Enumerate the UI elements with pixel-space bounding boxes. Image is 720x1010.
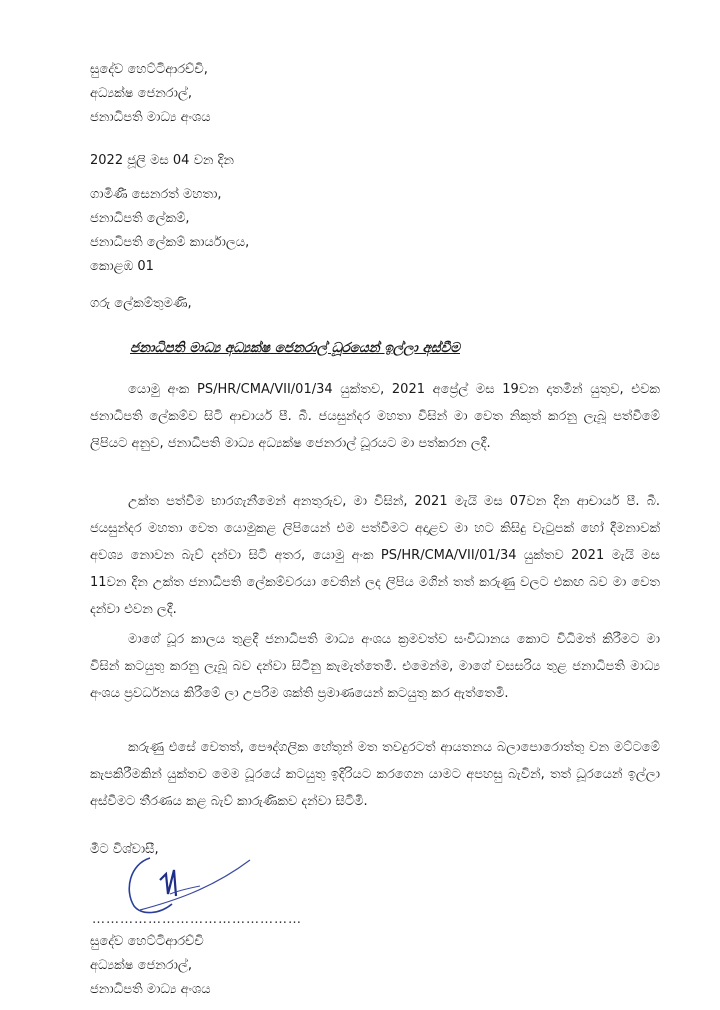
salutation: ගරු ලේකම්තුමණි, — [90, 296, 192, 311]
paragraph-3-text: මාගේ ධූර කාලය තුළදී ජනාධිපති මාධ්‍ය අංශය ක්‍රමවත්ව සංවිධානය කොට විධිමත් කිරීමට මා විසින් කටයුතු කරනු ලැබූ බව දන්වා සිටිනු කැමැත්තෙමි. එමෙන්ම, මාගේ වසසරිය තුළ ජනාධිපති මාධ්‍ය අංශය ප්‍රවර්ධනය කිරීමේ ලා උපරිම ශක්ති ප්‍රමාණයෙන් කටයුතු කර ඇත්තෙමි. — [90, 632, 660, 701]
paragraph-4-text: කරුණු එසේ වෙතත්, පෞද්ගලික හේතූන් මත තවදුරටත් ආයතනය බලාපොරොත්තු වන මට්ටමේ කැපකිරීමකින් යුක්තව මෙම ධූරයේ කටයුතු ඉදිරියට කරගෙන යාමට අපහසු බැවින්, තත් ධූරයෙන් ඉල්ලා අස්වීමට තීරණය කළ බැව් කාරුණිකව දන්වා සිටිමි. — [90, 740, 660, 809]
recipient-name: ගාමිණී සෙනරත් මහතා, — [90, 187, 222, 202]
sender-name: සුදේව හෙට්ටිආරච්චි, — [90, 62, 208, 77]
letter-subject: ජනාධිපති මාධ්‍ය අධ්‍යක්ෂ ජෙනරාල් ධූරයෙන් ඉල්ලා අස්වීම — [130, 340, 460, 356]
footer-office: ජනාධිපති මාධ්‍ය අංශය — [90, 982, 211, 997]
paragraph-1-text: යොමු අංක PS/HR/CMA/VII/01/34 යුක්තව, 2021 අප්‍රේල් මස 19වන දාතමින් යුතුව, එවක ජනාධිපති ලේකම්ව සිටි ආචාර්ය පී. බී. ජයසුන්දර මහතා විසින් මා වෙත නිකුත් කරනු ලැබූ පත්වීමේ ලිපියට අනුව, ජනාධිපති මාධ්‍ය අධ්‍යක්ෂ ජෙනරාල් ධූරයට මා පත්කරන ලදී. — [90, 382, 660, 451]
paragraph-2 — [90, 488, 660, 623]
footer-title: අධ්‍යක්ෂ ජෙනරාල්, — [90, 958, 192, 973]
paragraph-2-text: උක්ත පත්වීම භාරගැනීමෙන් අනතුරුව, මා විසින්, 2021 මැයි මස 07වන දින ආචාර්ය පී. බී. ජයසුන්දර මහතා වෙත යොමුකළ ලිපියෙන් එම පත්වීමට අදාළව මා හට කිසිදු වැටුපක් හෝ දීමනාවක් අවශ්‍ය නොවන බැව් දන්වා සිටි අතර, යොමු අංක PS/HR/CMA/VII/01/34 යුක්තව 2021 මැයි මස 11වන දින උක්ත ජනාධිපති ලේකම්වරයා වෙතින් ලද ලිපිය මගින් තත් කරුණු වලට එකඟ බව මා වෙත දන්වා එවන ලදී. — [90, 494, 660, 617]
sender-office: ජනාධිපති මාධ්‍ය අංශය — [90, 110, 211, 125]
handwritten-signature — [120, 850, 260, 920]
letter-date: 2022 ජූලි මස 04 වන දින — [90, 153, 234, 168]
closing: මීට විශ්වාසී, — [90, 842, 159, 857]
recipient-office: ජනාධිපති ලේකම් කාර්යාලය, — [90, 235, 250, 250]
recipient-city: කොළඹ 01 — [90, 259, 154, 274]
signature-line: ……………………………………… — [92, 912, 302, 927]
footer-name: සුදේව හෙට්ටිආරච්චි — [90, 934, 204, 949]
recipient-title: ජනාධිපති ලේකම්, — [90, 211, 190, 226]
paragraph-1 — [90, 376, 660, 457]
sender-title: අධ්‍යක්ෂ ජෙනරාල්, — [90, 86, 192, 101]
paragraph-3 — [90, 626, 660, 707]
paragraph-4 — [90, 734, 660, 815]
